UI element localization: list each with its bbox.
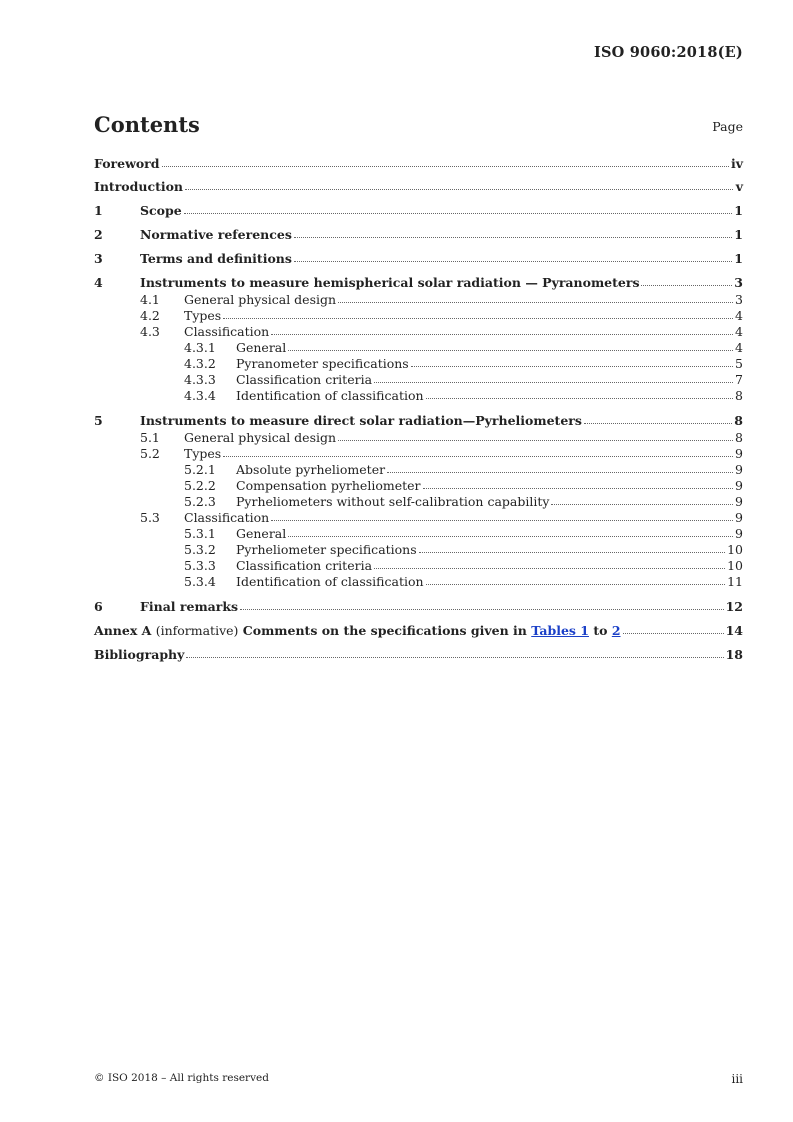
toc-entry-bibliography[interactable] xyxy=(94,646,743,670)
toc-number: 4.2 xyxy=(140,308,160,323)
toc-entry-4-2[interactable] xyxy=(94,308,743,324)
toc-number: 4.3.2 xyxy=(184,356,216,371)
toc-page: 8 xyxy=(735,388,743,403)
toc-label: Bibliography xyxy=(94,647,185,662)
annex-title: Comments on the specifications given in xyxy=(242,623,527,638)
dot-leader xyxy=(551,503,733,505)
toc-entry-5-3-4[interactable] xyxy=(94,574,743,590)
toc-label: General physical design xyxy=(184,430,337,445)
toc-page: 4 xyxy=(735,340,743,355)
toc-page: 9 xyxy=(735,494,743,509)
dot-leader xyxy=(426,583,726,585)
toc-label: Identification of classification xyxy=(236,574,424,589)
dot-leader xyxy=(423,487,734,489)
toc-number: 4.3 xyxy=(140,324,160,339)
toc-entry-final-remarks[interactable] xyxy=(94,598,743,622)
toc-entry-5-1[interactable] xyxy=(94,430,743,446)
toc-page: iv xyxy=(730,156,743,171)
toc-number: 5.3 xyxy=(140,510,160,525)
dot-leader xyxy=(288,535,733,537)
toc-label: Classification xyxy=(184,510,270,525)
toc-page: 9 xyxy=(735,462,743,477)
dot-leader xyxy=(288,349,733,351)
dot-leader xyxy=(374,381,733,383)
toc-page: 1 xyxy=(734,227,743,242)
toc-number: 5.1 xyxy=(140,430,160,445)
toc-page: 7 xyxy=(735,372,743,387)
page-number: iii xyxy=(731,1072,743,1086)
toc-label: Introduction xyxy=(94,179,184,194)
toc-label: General physical design xyxy=(184,292,337,307)
toc-number: 5 xyxy=(94,413,103,428)
dot-leader xyxy=(411,365,733,367)
toc-number: 5.2.1 xyxy=(184,462,216,477)
toc-label: Terms and definitions xyxy=(140,251,292,266)
toc-entry-5-2-2[interactable] xyxy=(94,478,743,494)
toc-label: Classification xyxy=(184,324,270,339)
toc-number: 4.3.3 xyxy=(184,372,216,387)
toc-page: 10 xyxy=(727,542,743,557)
toc-number: 5.3.2 xyxy=(184,542,216,557)
dot-leader xyxy=(338,439,733,441)
toc-number: 4.1 xyxy=(140,292,160,307)
toc-entry-pyranometers[interactable] xyxy=(94,274,743,292)
toc-number: 4.3.4 xyxy=(184,388,216,403)
toc-page: 9 xyxy=(735,510,743,525)
toc-page: v xyxy=(735,179,743,194)
toc-number: 4 xyxy=(94,275,103,290)
toc-label: Final remarks xyxy=(140,599,239,614)
toc-number: 2 xyxy=(94,227,103,242)
toc-number: 4.3.1 xyxy=(184,340,216,355)
toc-entry-4-3[interactable] xyxy=(94,324,743,340)
toc-page: 1 xyxy=(734,203,743,218)
toc-entry-normative-references[interactable] xyxy=(94,226,743,250)
toc-entry-terms-and-definitions[interactable] xyxy=(94,250,743,274)
dot-leader xyxy=(387,471,733,473)
toc-page: 9 xyxy=(735,478,743,493)
toc-label: Pyrheliometers without self-calibration capability xyxy=(236,494,550,509)
toc-page: 4 xyxy=(735,308,743,323)
annex-joiner: to xyxy=(593,623,608,638)
toc-number: 5.2.2 xyxy=(184,478,216,493)
dot-leader xyxy=(223,455,733,457)
toc-page: 18 xyxy=(725,647,743,662)
toc-page: 3 xyxy=(734,275,743,290)
toc-page: 4 xyxy=(735,324,743,339)
toc-page: 14 xyxy=(725,623,743,638)
toc-entry-annex-a[interactable] xyxy=(94,622,743,646)
dot-leader xyxy=(186,656,723,658)
toc-entry-5-3-1[interactable] xyxy=(94,526,743,542)
annex-qualifier: (informative) xyxy=(155,623,239,638)
dot-leader xyxy=(294,236,732,238)
toc-number: 1 xyxy=(94,203,103,218)
dot-leader xyxy=(184,212,733,214)
toc-label: Compensation pyrheliometer xyxy=(236,478,421,493)
dot-leader xyxy=(162,165,729,167)
toc-entry-5-2-1[interactable] xyxy=(94,462,743,478)
copyright-notice: © ISO 2018 – All rights reserved xyxy=(94,1072,269,1084)
dot-leader xyxy=(419,551,725,553)
toc-entry-4-3-1[interactable] xyxy=(94,340,743,356)
section-gap xyxy=(94,590,743,598)
toc-label: Foreword xyxy=(94,156,160,171)
page-title: Contents xyxy=(94,112,200,137)
dot-leader xyxy=(223,317,733,319)
toc-page: 12 xyxy=(725,599,743,614)
toc-entry-pyrheliometers[interactable] xyxy=(94,412,743,430)
dot-leader xyxy=(374,567,725,569)
toc-number: 6 xyxy=(94,599,103,614)
toc-label: General xyxy=(236,340,287,355)
annex-prefix: Annex A xyxy=(94,623,152,638)
toc-entry-4-1[interactable] xyxy=(94,292,743,308)
toc-entry-5-3[interactable] xyxy=(94,510,743,526)
toc-page: 1 xyxy=(734,251,743,266)
table-of-contents xyxy=(94,155,743,670)
toc-label xyxy=(94,622,621,640)
dot-leader xyxy=(294,260,732,262)
tables-1-link[interactable]: Tables 1 xyxy=(531,623,589,638)
toc-page: 3 xyxy=(735,292,743,307)
toc-number: 5.3.1 xyxy=(184,526,216,541)
toc-number: 5.3.4 xyxy=(184,574,216,589)
page-footer xyxy=(94,1072,743,1086)
dot-leader xyxy=(185,188,733,190)
toc-label: Types xyxy=(184,308,222,323)
dot-leader xyxy=(240,608,724,610)
toc-label: Absolute pyrheliometer xyxy=(236,462,386,477)
contents-title-row xyxy=(94,112,743,138)
toc-number: 5.2 xyxy=(140,446,160,461)
toc-label: Pyrheliometer specifications xyxy=(236,542,417,557)
document-code: ISO 9060:2018(E) xyxy=(594,44,743,61)
toc-page: 5 xyxy=(735,356,743,371)
toc-label: Normative references xyxy=(140,227,292,242)
dot-leader xyxy=(271,333,733,335)
toc-number: 5.2.3 xyxy=(184,494,216,509)
toc-page: 9 xyxy=(735,526,743,541)
dot-leader xyxy=(623,632,724,634)
dot-leader xyxy=(338,301,733,303)
dot-leader xyxy=(641,284,732,286)
toc-page: 11 xyxy=(727,574,743,589)
table-2-link[interactable]: 2 xyxy=(611,623,621,638)
toc-label: General xyxy=(236,526,287,541)
toc-label: Identification of classification xyxy=(236,388,424,403)
toc-entry-5-3-3[interactable] xyxy=(94,558,743,574)
toc-entry-scope[interactable] xyxy=(94,202,743,226)
toc-entry-4-3-4[interactable] xyxy=(94,388,743,404)
dot-leader xyxy=(271,519,733,521)
toc-number: 3 xyxy=(94,251,103,266)
toc-label: Pyranometer specifications xyxy=(236,356,409,371)
toc-entry-5-2-3[interactable] xyxy=(94,494,743,510)
toc-entry-5-2[interactable] xyxy=(94,446,743,462)
toc-entry-5-3-2[interactable] xyxy=(94,542,743,558)
toc-number: 5.3.3 xyxy=(184,558,216,573)
toc-page: 8 xyxy=(734,413,743,428)
toc-label: Instruments to measure hemispherical solar radiation — Pyranometers xyxy=(140,275,640,290)
toc-entry-4-3-2[interactable] xyxy=(94,356,743,372)
page-column-label: Page xyxy=(712,119,743,134)
dot-leader xyxy=(426,397,733,399)
toc-entry-introduction[interactable] xyxy=(94,178,743,202)
toc-label: Classification criteria xyxy=(236,372,373,387)
toc-page: 10 xyxy=(727,558,743,573)
section-gap xyxy=(94,404,743,412)
toc-label: Scope xyxy=(140,203,182,218)
toc-page: 8 xyxy=(735,430,743,445)
dot-leader xyxy=(584,422,732,424)
toc-label: Types xyxy=(184,446,222,461)
toc-label: Instruments to measure direct solar radiation—Pyrheliometers xyxy=(140,413,582,428)
toc-entry-foreword[interactable] xyxy=(94,155,743,178)
toc-label: Classification criteria xyxy=(236,558,373,573)
toc-entry-4-3-3[interactable] xyxy=(94,372,743,388)
toc-page: 9 xyxy=(735,446,743,461)
